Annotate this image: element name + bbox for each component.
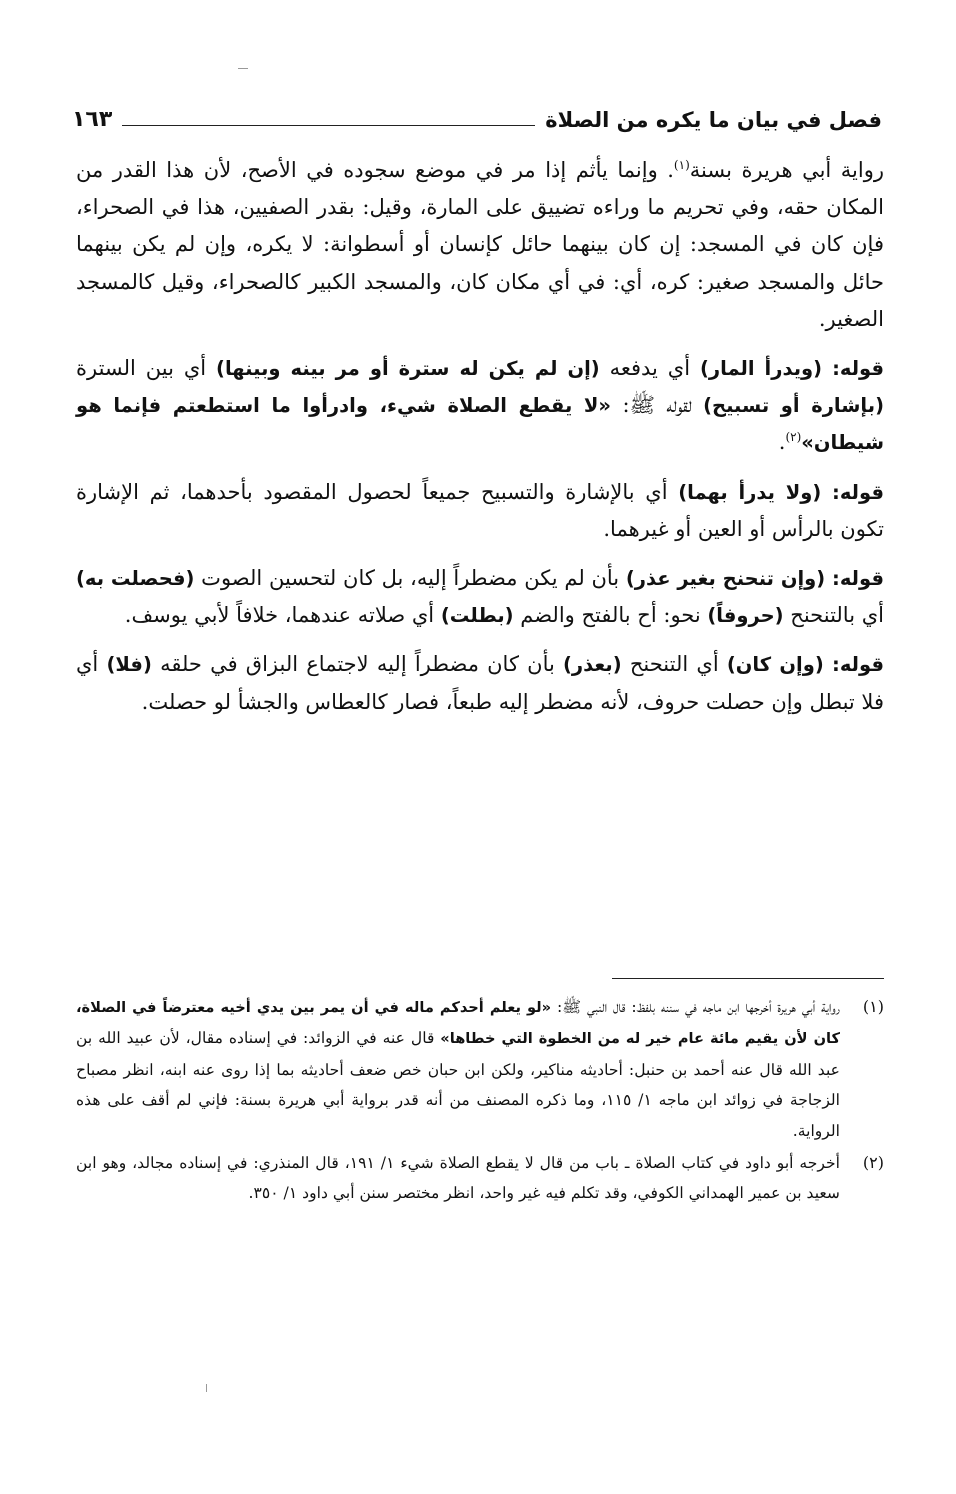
running-header bbox=[72, 98, 882, 134]
keyword-run: (بإشارة أو تسبيح) bbox=[703, 394, 884, 418]
paragraph-1 bbox=[76, 152, 884, 338]
page-number: ١٦٣ bbox=[72, 107, 113, 132]
text-run: قال عنه في الزوائد: في إسناده مقال، لأن عبيد الله بن عبد الله قال عنه أحمد بن حنبل: أحاديثه مناكير، ولكن ابن حبان خص ضعف أحاديثه بما إذا روى عنه ابنه، انظر مصباح الزجاجة في زوائد ابن ماجه ١/ ١١٥، وما ذكره المصنف من أنه قدر برواية أبي هريرة بسنة: فإني لم أقف على هذه الرواية. bbox=[76, 1029, 841, 1140]
hadith-quote: «لا يقطع الصلاة شيء، وادرأوا ما استطعتم فإنما هو شيطان» bbox=[76, 394, 884, 455]
text-run: أي بالتنحنح bbox=[783, 603, 884, 628]
scan-speck bbox=[206, 1384, 207, 1392]
text-run: أي صلاته عندهما، خلافاً لأبي يوسف. bbox=[124, 603, 441, 628]
chapter-title: فصل في بيان ما يكره من الصلاة bbox=[545, 108, 882, 132]
hadith-quote: «لو يعلم أحدكم ماله في أن يمر بين يدي أخيه معترضاً في الصلاة، كان لأن يقيم مائة عام خير له من الخطوة التي خطاها» bbox=[76, 999, 840, 1048]
text-run: بأن كان مضطراً إليه لاجتماع البزاق في حلقه bbox=[151, 652, 563, 677]
footnote-number: (٢) bbox=[862, 1153, 884, 1173]
paragraph-5 bbox=[76, 646, 884, 720]
paragraph-3 bbox=[76, 474, 884, 548]
keyword-run: قوله: (ولا يدرأ بهما) bbox=[678, 480, 884, 504]
footnote-ref-1: (١) bbox=[673, 158, 690, 172]
text-run: أي بالإشارة والتسبيح جميعاً لحصول المقصود بأحدهما، ثم الإشارة تكون بالرأس أو العين أو غيرهما. bbox=[76, 479, 884, 541]
text-run: أي التنحنح bbox=[621, 652, 727, 677]
text-run: أي بين السترة bbox=[76, 356, 217, 381]
footnote-ref-2: (٢) bbox=[785, 430, 802, 445]
text-run: أي يدفعه bbox=[599, 356, 700, 381]
main-text bbox=[76, 152, 884, 733]
footnote-2 bbox=[76, 1148, 884, 1209]
text-run: لقوله ﷺ: bbox=[611, 393, 704, 418]
scan-speck bbox=[238, 68, 248, 69]
text-run: أخرجه أبو داود في كتاب الصلاة ـ باب من قال لا يقطع الصلاة شيء ١/ ١٩١، قال المنذري: في إسناده مجالد، وهو ابن سعيد بن عمير الهمداني الكوفي، وقد تكلم فيه غير واحد، انظر مختصر سنن أبي داود ١/ ٣٥٠. bbox=[76, 1154, 840, 1203]
footnote-text bbox=[76, 992, 840, 1146]
keyword-run: (بعذر) bbox=[563, 653, 622, 677]
text-run: رواية أبي هريرة أخرجها ابن ماجه في سننه بلفظ: قال النبي ﷺ: bbox=[551, 998, 840, 1016]
paragraph-2 bbox=[76, 350, 884, 462]
keyword-run: (فحصلت به) bbox=[76, 567, 195, 591]
keyword-run: قوله: (وإن تنحنح بغير عذر) bbox=[625, 567, 884, 591]
text-run: . bbox=[778, 430, 786, 455]
text-run: بأن لم يكن مضطراً إليه، بل كان لتحسين الصوت bbox=[194, 566, 626, 591]
footnote-number: (١) bbox=[862, 997, 884, 1016]
keyword-run: (بطلت) bbox=[440, 604, 514, 628]
text-run: أي فلا تبطل وإن حصلت حروف، لأنه مضطر إليه طبعاً، فصار كالعطاس والجشأ لو حصلت. bbox=[76, 652, 884, 714]
text-run: رواية أبي هريرة بسنة bbox=[689, 158, 885, 182]
footnote-1 bbox=[76, 992, 884, 1146]
text-run: . وإنما يأثم إذا مر في موضع سجوده في الأصح، لأن هذا القدر من المكان حقه، وفي تحريم ما وراءه تضييق على المارة، وقيل: بقدر الصفيين، هذا في الصحراء، فإن كان في المسجد: إن كان بينهما حائل كإنسان أو أسطوانة: لا يكره، وإن لم يكن بينهما حائل والمسجد صغير: كره، أي: في أي مكان كان، والمسجد الكبير كالصحراء، وقيل كالمسجد الصغير. bbox=[76, 158, 885, 331]
text-run: نحو: أح بالفتح والضم bbox=[513, 603, 708, 628]
keyword-run: (فلا) bbox=[106, 653, 152, 677]
header-rule bbox=[122, 125, 535, 126]
keyword-run: قوله: (وإن كان) bbox=[726, 653, 884, 677]
keyword-run: قوله: (ويدرأ المار) bbox=[699, 357, 885, 381]
footnotes bbox=[76, 992, 884, 1211]
paragraph-4 bbox=[76, 560, 884, 634]
keyword-run: (إن لم يكن له سترة أو مر بينه وبينها) bbox=[216, 357, 600, 381]
footnote-text bbox=[76, 1148, 840, 1209]
keyword-run: (حروفاً) bbox=[707, 604, 784, 628]
footnote-separator bbox=[612, 978, 884, 979]
